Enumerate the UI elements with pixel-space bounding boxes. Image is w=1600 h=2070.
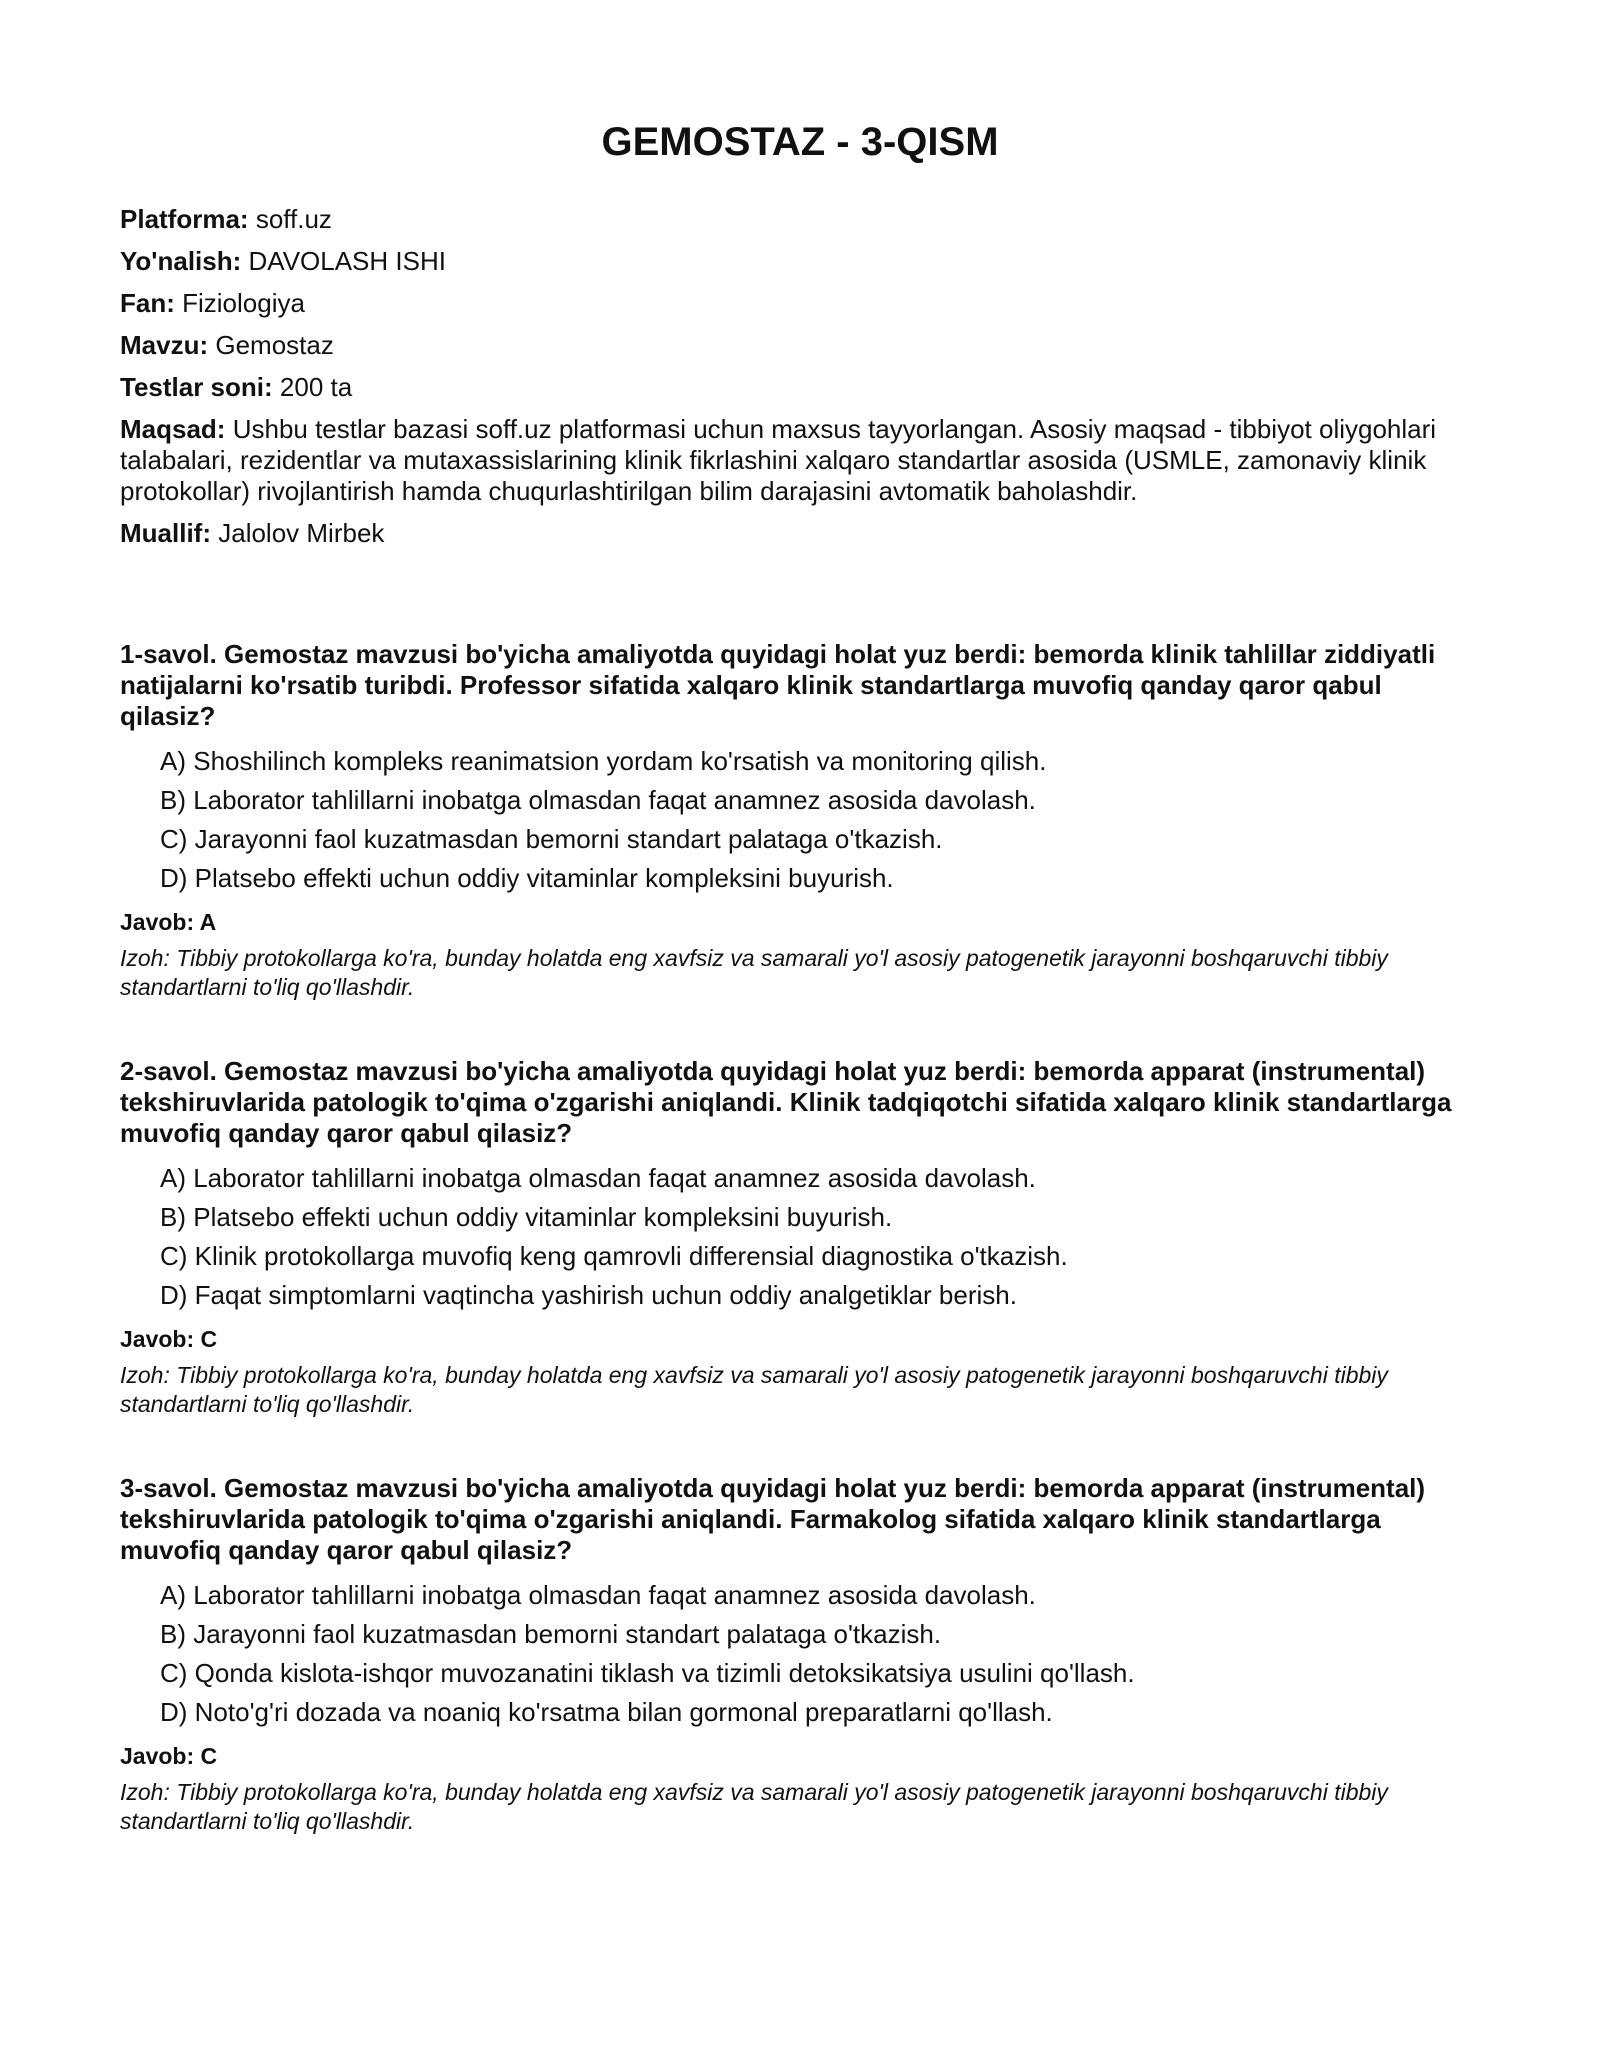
meta-direction bbox=[120, 246, 1480, 277]
meta-author-label: Muallif: bbox=[120, 518, 211, 548]
question-text: 3-savol. Gemostaz mavzusi bo'yicha amaliyotda quyidagi holat yuz berdi: bemorda apparat (instrumental) tekshiruvlarida patologik to'qima o'zgarishi aniqlandi. Farmakolog sifatida xalqaro klinik standartlarga muvofiq qanday qaror qabul qilasiz? bbox=[120, 1473, 1426, 1565]
option-b: B) Jarayonni faol kuzatmasdan bemorni standart palataga o'tkazish. bbox=[160, 1619, 942, 1649]
option-c: C) Jarayonni faol kuzatmasdan bemorni standart palataga o'tkazish. bbox=[160, 824, 943, 854]
option-d: D) Noto'g'ri dozada va noaniq ko'rsatma bilan gormonal preparatlarni qo'llash. bbox=[160, 1697, 1053, 1727]
option-d: D) Platsebo effekti uchun oddiy vitaminlar kompleksini buyurish. bbox=[160, 863, 894, 893]
correct-answer: Javob: C bbox=[120, 1743, 218, 1769]
meta-subject-label: Fan: bbox=[120, 288, 175, 318]
question-text: 2-savol. Gemostaz mavzusi bo'yicha amaliyotda quyidagi holat yuz berdi: bemorda apparat (instrumental) tekshiruvlarida patologik to'qima o'zgarishi aniqlandi. Klinik tadqiqotchi sifatida xalqaro klinik standartlarga muvofiq qanday qaror qabul qilasiz? bbox=[120, 1056, 1452, 1148]
meta-topic bbox=[120, 330, 1480, 361]
meta-goal-value: Ushbu testlar bazasi soff.uz platformasi uchun maxsus tayyorlangan. Asosiy maqsad - tibbiyot oliygohlari talabalari, rezidentlar va mutaxassislarining klinik fikrlashini xalqaro standartlar asosida (USMLE, zamonaviy klinik protokollar) rivojlantirish hamda chuqurlashtirilgan bilim darajasini avtomatik baholashdir. bbox=[120, 414, 1437, 506]
correct-answer: Javob: C bbox=[120, 1326, 218, 1352]
option-d: D) Faqat simptomlarni vaqtincha yashirish uchun oddiy analgetiklar berish. bbox=[160, 1280, 1017, 1310]
explanation-note: Izoh: Tibbiy protokollarga ko'ra, bunday holatda eng xavfsiz va samarali yo'l asosiy patogenetik jarayonni boshqaruvchi tibbiy standartlarni to'liq qo'llashdir. bbox=[120, 1779, 1388, 1834]
explanation-note: Izoh: Tibbiy protokollarga ko'ra, bunday holatda eng xavfsiz va samarali yo'l asosiy patogenetik jarayonni boshqaruvchi tibbiy standartlarni to'liq qo'llashdir. bbox=[120, 945, 1388, 1000]
option-a: A) Shoshilinch kompleks reanimatsion yordam ko'rsatish va monitoring qilish. bbox=[160, 746, 1047, 776]
answer-options bbox=[120, 1163, 1480, 1311]
meta-topic-label: Mavzu: bbox=[120, 330, 209, 360]
meta-subject-value: Fiziologiya bbox=[182, 288, 305, 318]
explanation-note: Izoh: Tibbiy protokollarga ko'ra, bunday holatda eng xavfsiz va samarali yo'l asosiy patogenetik jarayonni boshqaruvchi tibbiy standartlarni to'liq qo'llashdir. bbox=[120, 1362, 1388, 1417]
question-2 bbox=[120, 1056, 1480, 1419]
option-a: A) Laborator tahlillarni inobatga olmasdan faqat anamnez asosida davolash. bbox=[160, 1580, 1036, 1610]
meta-author-value: Jalolov Mirbek bbox=[218, 518, 385, 548]
meta-platform-label: Platforma: bbox=[120, 204, 249, 234]
question-text: 1-savol. Gemostaz mavzusi bo'yicha amaliyotda quyidagi holat yuz berdi: bemorda klinik tahlillar ziddiyatli natijalarni ko'rsatib turibdi. Professor sifatida xalqaro klinik standartlarga muvofiq qanday qaror qabul qilasiz? bbox=[120, 639, 1436, 731]
question-3 bbox=[120, 1473, 1480, 1836]
meta-platform-value: soff.uz bbox=[255, 204, 332, 234]
meta-goal bbox=[120, 414, 1480, 507]
option-b: B) Laborator tahlillarni inobatga olmasdan faqat anamnez asosida davolash. bbox=[160, 785, 1036, 815]
answer-options bbox=[120, 746, 1480, 894]
questions-list bbox=[120, 639, 1480, 1836]
answer-options bbox=[120, 1580, 1480, 1728]
meta-topic-value: Gemostaz bbox=[215, 330, 334, 360]
meta-direction-label: Yo'nalish: bbox=[120, 246, 242, 276]
option-c: C) Qonda kislota-ishqor muvozanatini tiklash va tizimli detoksikatsiya usulini qo'llash. bbox=[160, 1658, 1135, 1688]
document-title: GEMOSTAZ - 3-QISM bbox=[601, 120, 999, 164]
metadata-section bbox=[120, 204, 1480, 549]
meta-platform bbox=[120, 204, 1480, 235]
meta-goal-label: Maqsad: bbox=[120, 414, 226, 444]
meta-author bbox=[120, 518, 1480, 549]
option-a: A) Laborator tahlillarni inobatga olmasdan faqat anamnez asosida davolash. bbox=[160, 1163, 1036, 1193]
meta-test-count-label: Testlar soni: bbox=[120, 372, 273, 402]
meta-test-count bbox=[120, 372, 1480, 403]
correct-answer: Javob: A bbox=[120, 909, 217, 935]
option-b: B) Platsebo effekti uchun oddiy vitaminlar kompleksini buyurish. bbox=[160, 1202, 893, 1232]
meta-test-count-value: 200 ta bbox=[279, 372, 353, 402]
meta-direction-value: DAVOLASH ISHI bbox=[248, 246, 446, 276]
meta-subject bbox=[120, 288, 1480, 319]
question-1 bbox=[120, 639, 1480, 1002]
option-c: C) Klinik protokollarga muvofiq keng qamrovli differensial diagnostika o'tkazish. bbox=[160, 1241, 1068, 1271]
